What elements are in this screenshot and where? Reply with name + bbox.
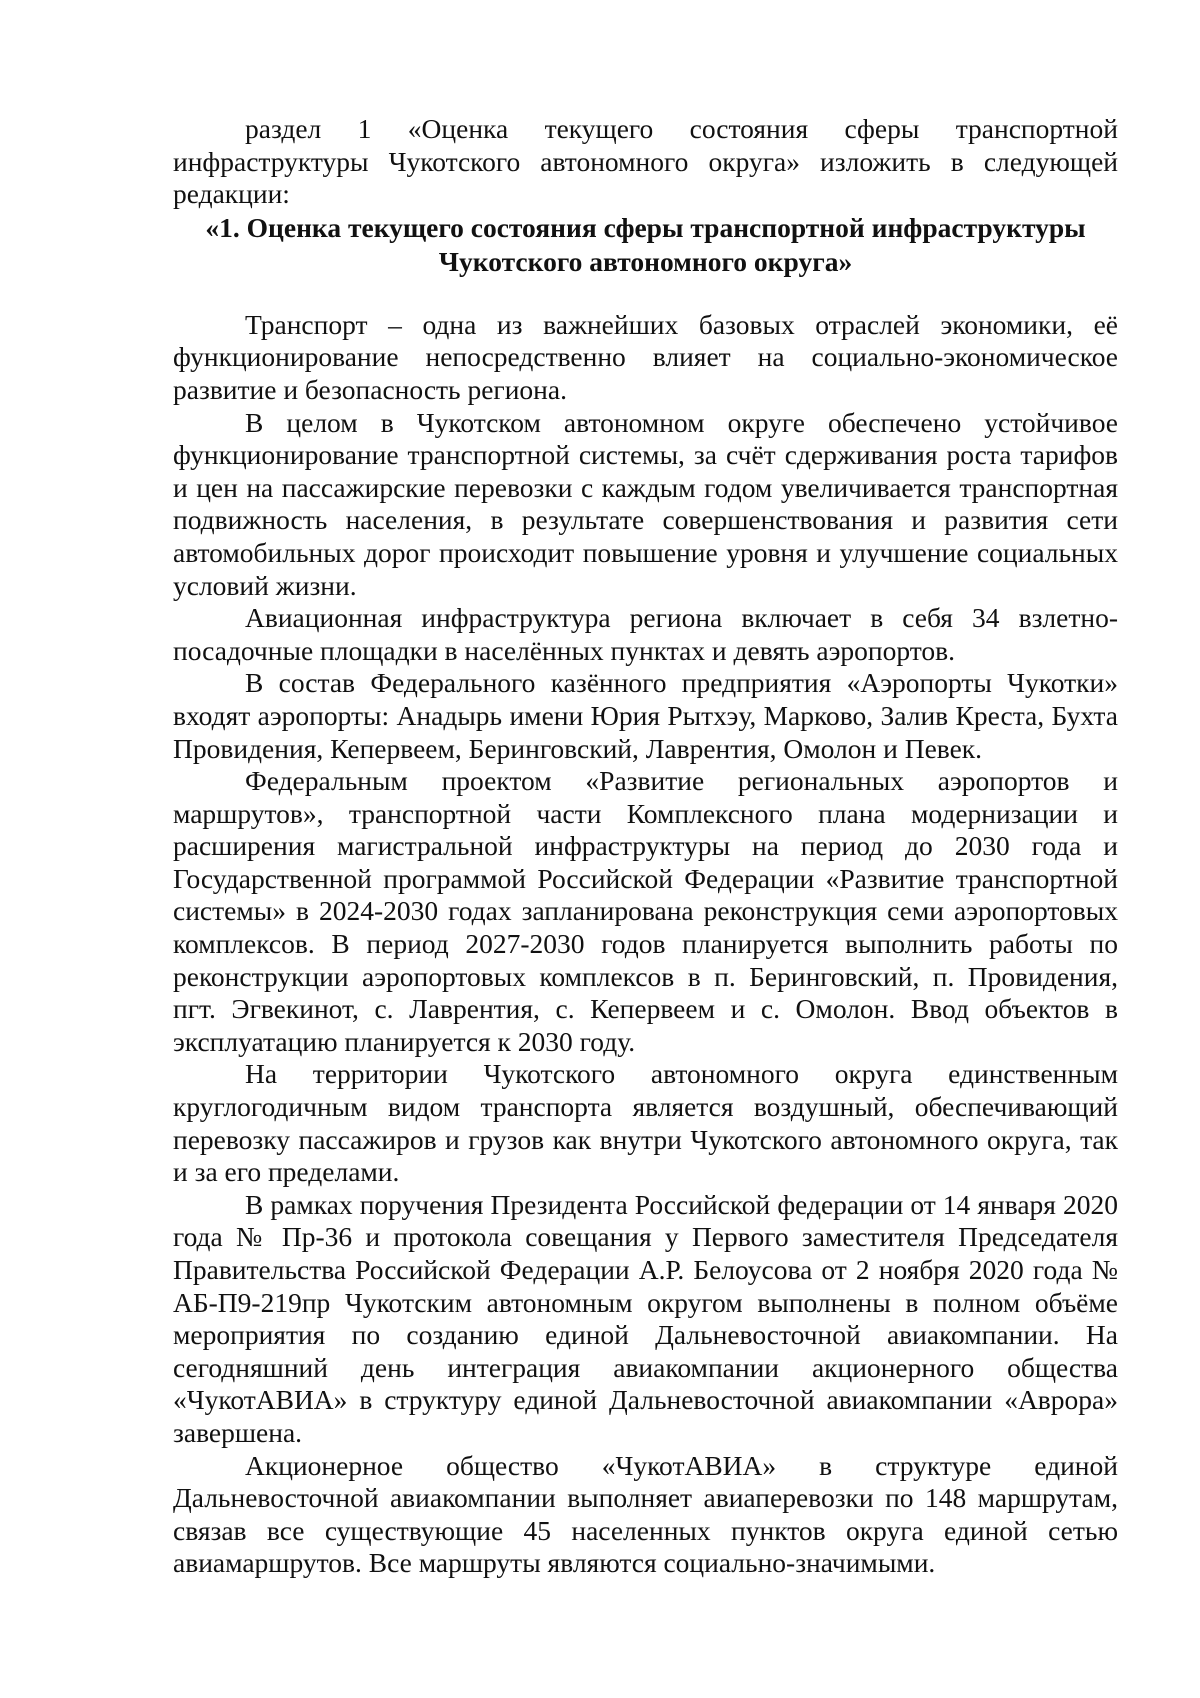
paragraph-chukotavia-routes: Акционерное общество «ЧукотАВИА» в структуре единой Дальневосточной авиакомпании выполняет авиаперевозки по 148 маршрутам, связав все существующие 45 населенных пунктов округа единой сетью авиамаршрутов. Все маршруты являются социально-значимыми.: [173, 1449, 1118, 1579]
paragraph-transport-role: Транспорт – одна из важнейших базовых отраслей экономики, её функционирование непосредственно влияет на социально-экономическое развитие и безопасность региона.: [173, 308, 1118, 405]
paragraph-transport-system: В целом в Чукотском автономном округе обеспечено устойчивое функционирование транспортной системы, за счёт сдерживания роста тарифов и цен на пассажирские перевозки с каждым годом увеличивается транспортная подвижность населения, в результате совершенствования и развития сети автомобильных дорог происходит повышение уровня и улучшение социальных условий жизни.: [173, 406, 1118, 601]
section-heading-line-1: «1. Оценка текущего состояния сферы транспортной инфраструктуры: [205, 211, 1086, 243]
section-heading-line-2: Чукотского автономного округа»: [438, 245, 853, 277]
paragraph-presidential-order: В рамках поручения Президента Российской федерации от 14 января 2020 года № Пр-36 и протокола совещания у Первого заместителя Председателя Правительства Российской Федерации А.Р. Белоусова от 2 ноября 2020 года № АБ-П9-219пр Чукотским автономным округом выполнены в полном объёме мероприятия по созданию единой Дальневосточной авиакомпании. На сегодняшний день интеграция авиакомпании акционерного общества «ЧукотАВИА» в структуру единой Дальневосточной авиакомпании «Аврора» завершена.: [173, 1188, 1118, 1448]
paragraph-air-transport: На территории Чукотского автономного округа единственным круглогодичным видом транспорта является воздушный, обеспечивающий перевозку пассажиров и грузов как внутри Чукотского автономного округа, так и за его пределами.: [173, 1058, 1118, 1188]
paragraph-federal-project: Федеральным проектом «Развитие региональных аэропортов и маршрутов», транспортной части Комплексного плана модернизации и расширения магистральной инфраструктуры на период до 2030 года и Государственной программой Российской Федерации «Развитие транспортной системы» в 2024-2030 годах запланирована реконструкция семи аэропортовых комплексов. В период 2027-2030 годов планируется выполнить работы по реконструкции аэропортовых комплексов в п. Беринговский, п. Провидения, пгт. Эгвекинот, с. Лаврентия, с. Кепервеем и с. Омолон. Ввод объектов в эксплуатацию планируется к 2030 году.: [173, 765, 1118, 1057]
paragraph-aviation-infrastructure: Авиационная инфраструктура региона включает в себя 34 взлетно-посадочные площадки в населённых пунктах и девять аэропортов.: [173, 602, 1118, 666]
document-body: [173, 113, 1118, 1580]
section-heading: [173, 211, 1118, 279]
intro-paragraph: раздел 1 «Оценка текущего состояния сферы транспортной инфраструктуры Чукотского автономного округа» изложить в следующей редакции:: [173, 113, 1118, 210]
paragraph-airports-list: В состав Федерального казённого предприятия «Аэропорты Чукотки» входят аэропорты: Анадырь имени Юрия Рытхэу, Марково, Залив Креста, Бухта Провидения, Кепервеем, Беринговский, Лаврентия, Омолон и Певек.: [173, 667, 1118, 764]
